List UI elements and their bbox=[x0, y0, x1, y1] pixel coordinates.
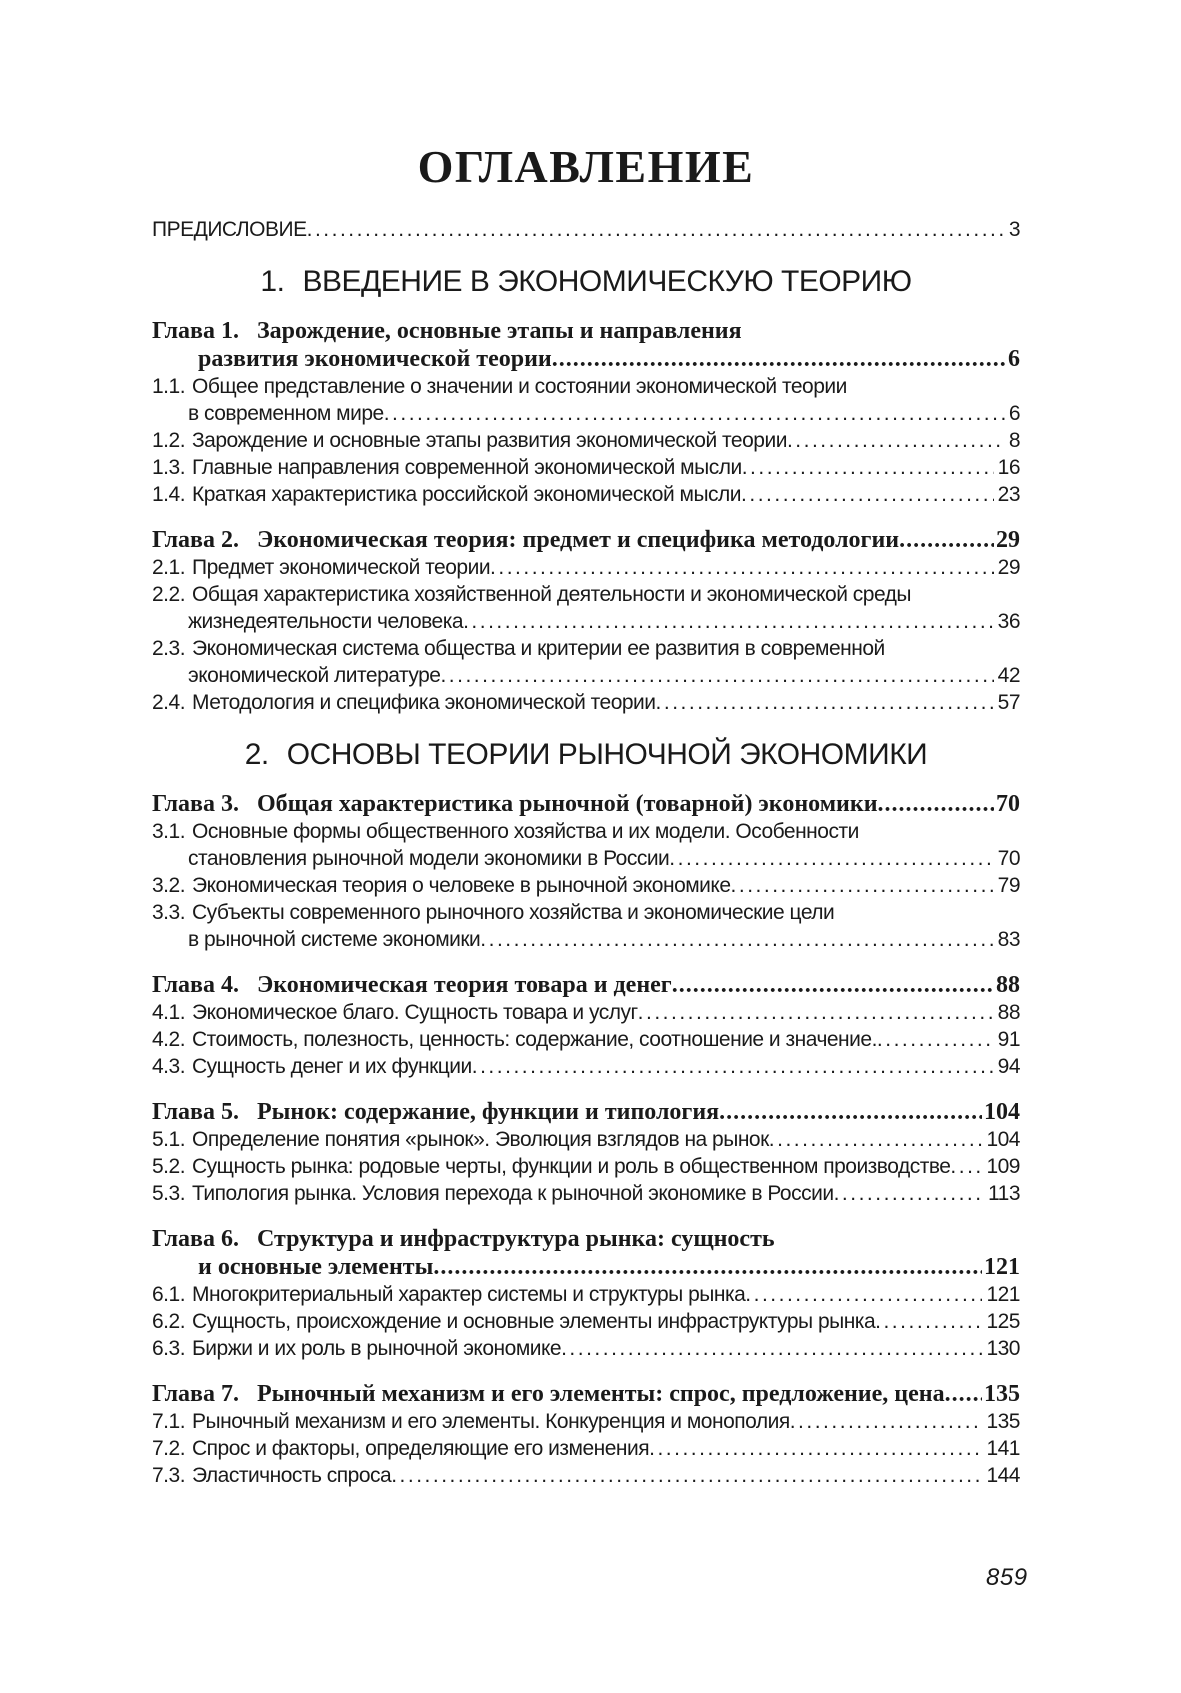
dot-leader bbox=[790, 1408, 983, 1435]
subsection-number: 2.1. bbox=[152, 556, 186, 579]
chapter-line bbox=[152, 1380, 1020, 1408]
subsection-title: в современном мире bbox=[188, 402, 384, 425]
subsection-line bbox=[152, 373, 1020, 400]
subsection-page: 6 bbox=[1008, 402, 1020, 425]
section-number: 1. bbox=[260, 265, 285, 298]
subsection-entry bbox=[152, 635, 1020, 689]
subsection-entry bbox=[152, 1126, 1020, 1153]
chapter-label: Глава 3. bbox=[152, 791, 239, 817]
subsection-number: 4.2. bbox=[152, 1028, 186, 1051]
subsection-number: 4.3. bbox=[152, 1055, 186, 1078]
subsection-line bbox=[152, 899, 1020, 926]
subsection-entry bbox=[152, 1281, 1020, 1308]
subsection-line bbox=[152, 1281, 1020, 1308]
dot-leader bbox=[472, 1053, 994, 1080]
subsection-entry bbox=[152, 1053, 1020, 1080]
dot-leader bbox=[391, 1462, 982, 1489]
section-number: 2. bbox=[244, 738, 269, 771]
subsection-entry bbox=[152, 581, 1020, 635]
subsection-title: Биржи и их роль в рыночной экономике bbox=[192, 1337, 562, 1360]
subsection-title: Экономическая теория о человеке в рыночной экономике bbox=[192, 874, 731, 897]
subsection-line bbox=[152, 1180, 1020, 1207]
subsection-page: 83 bbox=[997, 928, 1020, 951]
page-title: ОГЛАВЛЕНИЕ bbox=[417, 141, 755, 192]
subsection-title: в рыночной системе экономики bbox=[188, 928, 481, 951]
chapter-label: Глава 7. bbox=[152, 1381, 239, 1407]
subsection-line bbox=[152, 999, 1020, 1026]
subsection-number: 1.1. bbox=[152, 375, 186, 398]
subsection-entry bbox=[152, 1435, 1020, 1462]
chapter-page: 6 bbox=[1008, 346, 1020, 372]
section-title: ОСНОВЫ ТЕОРИИ РЫНОЧНОЙ ЭКОНОМИКИ bbox=[286, 738, 928, 771]
chapter-title: Рынок: содержание, функции и типология bbox=[257, 1099, 720, 1125]
subsection-page: 23 bbox=[997, 483, 1020, 506]
chapter-line bbox=[152, 971, 1020, 999]
subsection-page: 144 bbox=[986, 1464, 1020, 1487]
subsection-title: Предмет экономической теории bbox=[192, 556, 491, 579]
subsection-entry bbox=[152, 1308, 1020, 1335]
chapter-title: Экономическая теория: предмет и специфика методологии bbox=[257, 527, 900, 553]
subsection-number: 5.1. bbox=[152, 1128, 186, 1151]
subsection-title: Типология рынка. Условия перехода к рыночной экономике в России bbox=[192, 1182, 834, 1205]
subsection-number: 2.2. bbox=[152, 583, 186, 606]
subsection-title: жизнедеятельности человека bbox=[188, 610, 464, 633]
subsection-page: 88 bbox=[997, 1001, 1020, 1024]
subsection-number: 1.3. bbox=[152, 456, 186, 479]
section-title: ВВЕДЕНИЕ В ЭКОНОМИЧЕСКУЮ ТЕОРИЮ bbox=[302, 265, 912, 298]
dot-leader bbox=[769, 1126, 983, 1153]
subsection-page: 135 bbox=[986, 1410, 1020, 1433]
chapter-title: Зарождение, основные этапы и направления bbox=[257, 318, 742, 344]
subsection-number: 3.2. bbox=[152, 874, 186, 897]
subsection-line bbox=[152, 1126, 1020, 1153]
subsection-line bbox=[152, 845, 1020, 872]
subsection-entry bbox=[152, 1335, 1020, 1362]
subsection-page: 8 bbox=[1008, 429, 1020, 452]
subsection-title: Главные направления современной экономической мысли bbox=[192, 456, 742, 479]
subsection-title: Многокритериальный характер системы и структуры рынка bbox=[192, 1283, 746, 1306]
subsection-page: 36 bbox=[997, 610, 1020, 633]
subsection-line bbox=[152, 1408, 1020, 1435]
subsection-line bbox=[152, 818, 1020, 845]
dot-leader bbox=[745, 1281, 982, 1308]
subsection-number: 2.3. bbox=[152, 637, 186, 660]
subsection-number: 5.3. bbox=[152, 1182, 186, 1205]
subsection-page: 70 bbox=[997, 847, 1020, 870]
subsection-title: Общая характеристика хозяйственной деятельности и экономической среды bbox=[192, 583, 912, 606]
chapter-title: Экономическая теория товара и денег bbox=[257, 972, 672, 998]
dot-leader bbox=[950, 1153, 982, 1180]
chapter-line bbox=[152, 1098, 1020, 1126]
chapter-page: 121 bbox=[984, 1254, 1020, 1280]
subsection-title: Общее представление о значении и состоянии экономической теории bbox=[192, 375, 847, 398]
dot-leader bbox=[877, 1026, 994, 1053]
dot-leader bbox=[463, 608, 994, 635]
subsection-line bbox=[152, 1026, 1020, 1053]
chapter-label: Глава 5. bbox=[152, 1099, 239, 1125]
subsection-title: Основные формы общественного хозяйства и их модели. Особенности bbox=[192, 820, 859, 843]
chapter-page: 70 bbox=[996, 791, 1020, 817]
subsection-title: Рыночный механизм и его элементы. Конкуренция и монополия bbox=[192, 1410, 790, 1433]
chapter-label: Глава 1. bbox=[152, 318, 239, 344]
subsection-line bbox=[152, 872, 1020, 899]
subsection-number: 1.2. bbox=[152, 429, 186, 452]
dot-leader bbox=[878, 790, 994, 818]
chapter-title: Рыночный механизм и его элементы: спрос, предложение, цена bbox=[257, 1381, 945, 1407]
subsection-title: Спрос и факторы, определяющие его изменения bbox=[192, 1437, 650, 1460]
dot-leader bbox=[552, 345, 1006, 373]
chapter-page: 135 bbox=[984, 1381, 1020, 1407]
chapter-title: Общая характеристика рыночной (товарной) экономики bbox=[257, 791, 878, 817]
subsection-entry bbox=[152, 373, 1020, 427]
chapter-line bbox=[152, 317, 1020, 345]
chapter-line bbox=[152, 1225, 1020, 1253]
preface-page: 3 bbox=[1008, 218, 1020, 241]
chapter-line bbox=[152, 345, 1020, 373]
page-number: 859 bbox=[986, 1564, 1028, 1591]
subsection-number: 1.4. bbox=[152, 483, 186, 506]
chapter-title: и основные элементы bbox=[198, 1254, 434, 1280]
subsection-title: Сущность, происхождение и основные элементы инфраструктуры рынка bbox=[192, 1310, 876, 1333]
dot-leader bbox=[672, 971, 994, 999]
chapter-label: Глава 4. bbox=[152, 972, 239, 998]
dot-leader bbox=[384, 400, 1005, 427]
subsection-entry bbox=[152, 1026, 1020, 1053]
subsection-entry bbox=[152, 1462, 1020, 1489]
chapter-title: развития экономической теории bbox=[198, 346, 552, 372]
preface-entry bbox=[152, 216, 1020, 243]
subsection-page: 16 bbox=[997, 456, 1020, 479]
subsection-number: 6.1. bbox=[152, 1283, 186, 1306]
subsection-page: 113 bbox=[988, 1182, 1020, 1205]
dot-leader bbox=[834, 1180, 984, 1207]
subsection-title: экономической литературе bbox=[188, 664, 441, 687]
subsection-entry bbox=[152, 999, 1020, 1026]
subsection-title: Сущность денег и их функции bbox=[192, 1055, 472, 1078]
subsection-entry bbox=[152, 1180, 1020, 1207]
dot-leader bbox=[669, 845, 993, 872]
chapter-line bbox=[152, 790, 1020, 818]
subsection-line bbox=[152, 400, 1020, 427]
subsection-line bbox=[152, 1435, 1020, 1462]
subsection-line bbox=[152, 554, 1020, 581]
section-heading bbox=[152, 738, 1020, 772]
subsection-line bbox=[152, 1335, 1020, 1362]
subsection-title: Эластичность спроса bbox=[192, 1464, 392, 1487]
subsection-line bbox=[152, 1053, 1020, 1080]
subsection-entry bbox=[152, 454, 1020, 481]
subsection-number: 6.3. bbox=[152, 1337, 186, 1360]
subsection-line bbox=[152, 926, 1020, 953]
subsection-page: 125 bbox=[986, 1310, 1020, 1333]
subsection-number: 4.1. bbox=[152, 1001, 186, 1024]
subsection-title: Экономическое благо. Сущность товара и услуг bbox=[192, 1001, 638, 1024]
subsection-entry bbox=[152, 554, 1020, 581]
chapter-entry bbox=[152, 1380, 1020, 1489]
dot-leader bbox=[741, 481, 994, 508]
subsection-number: 6.2. bbox=[152, 1310, 186, 1333]
subsection-page: 104 bbox=[986, 1128, 1020, 1151]
subsection-line bbox=[152, 608, 1020, 635]
subsection-title: Сущность рынка: родовые черты, функции и роль в общественном производстве bbox=[192, 1155, 951, 1178]
subsection-number: 3.3. bbox=[152, 901, 186, 924]
section-heading bbox=[152, 265, 1020, 299]
subsection-page: 109 bbox=[986, 1155, 1020, 1178]
dot-leader bbox=[899, 526, 994, 554]
subsection-line bbox=[152, 1462, 1020, 1489]
subsection-entry bbox=[152, 481, 1020, 508]
subsection-line bbox=[152, 1308, 1020, 1335]
chapter-entry bbox=[152, 317, 1020, 508]
chapter-line bbox=[152, 1253, 1020, 1281]
subsection-title: Стоимость, полезность, ценность: содержание, соотношение и значение. bbox=[192, 1028, 877, 1051]
subsection-title: Субъекты современного рыночного хозяйства и экономические цели bbox=[192, 901, 835, 924]
subsection-line bbox=[152, 662, 1020, 689]
dot-leader bbox=[742, 454, 994, 481]
subsection-entry bbox=[152, 427, 1020, 454]
subsection-number: 2.4. bbox=[152, 691, 186, 714]
subsection-entry bbox=[152, 872, 1020, 899]
chapter-entry bbox=[152, 1225, 1020, 1362]
subsection-number: 7.3. bbox=[152, 1464, 186, 1487]
toc-content bbox=[152, 0, 1020, 1496]
subsection-page: 42 bbox=[997, 664, 1020, 687]
chapter-entry bbox=[152, 526, 1020, 716]
preface-label: ПРЕДИСЛОВИЕ bbox=[152, 218, 307, 241]
subsection-page: 121 bbox=[986, 1283, 1020, 1306]
chapter-entry bbox=[152, 971, 1020, 1080]
subsection-page: 91 bbox=[997, 1028, 1020, 1051]
dot-leader bbox=[787, 427, 1005, 454]
subsection-page: 79 bbox=[997, 874, 1020, 897]
dot-leader bbox=[480, 926, 993, 953]
dot-leader bbox=[875, 1308, 982, 1335]
subsection-page: 130 bbox=[986, 1337, 1020, 1360]
dot-leader bbox=[719, 1098, 982, 1126]
subsection-entry bbox=[152, 1408, 1020, 1435]
subsection-page: 94 bbox=[997, 1055, 1020, 1078]
dot-leader bbox=[731, 872, 994, 899]
dot-leader bbox=[307, 216, 1005, 243]
subsection-number: 7.1. bbox=[152, 1410, 186, 1433]
dot-leader bbox=[649, 1435, 982, 1462]
dot-leader bbox=[945, 1380, 982, 1408]
subsection-title: Зарождение и основные этапы развития экономической теории bbox=[192, 429, 787, 452]
dot-leader bbox=[561, 1335, 982, 1362]
chapter-line bbox=[152, 526, 1020, 554]
dot-leader bbox=[433, 1253, 982, 1281]
subsection-line bbox=[152, 1153, 1020, 1180]
subsection-title: становления рыночной модели экономики в России bbox=[188, 847, 670, 870]
chapter-entry bbox=[152, 1098, 1020, 1207]
subsection-line bbox=[152, 689, 1020, 716]
chapter-label: Глава 2. bbox=[152, 527, 239, 553]
subsection-title: Определение понятия «рынок». Эволюция взглядов на рынок bbox=[192, 1128, 769, 1151]
subsection-line bbox=[152, 427, 1020, 454]
toc-entries bbox=[152, 265, 1020, 1489]
subsection-number: 3.1. bbox=[152, 820, 186, 843]
subsection-entry bbox=[152, 818, 1020, 872]
subsection-line bbox=[152, 481, 1020, 508]
subsection-line bbox=[152, 454, 1020, 481]
subsection-title: Методология и специфика экономической теории bbox=[192, 691, 656, 714]
subsection-page: 57 bbox=[997, 691, 1020, 714]
chapter-entry bbox=[152, 790, 1020, 953]
subsection-page: 141 bbox=[986, 1437, 1020, 1460]
subsection-entry bbox=[152, 899, 1020, 953]
dot-leader bbox=[656, 689, 994, 716]
subsection-number: 7.2. bbox=[152, 1437, 186, 1460]
subsection-entry bbox=[152, 1153, 1020, 1180]
chapter-page: 88 bbox=[996, 972, 1020, 998]
chapter-title: Структура и инфраструктура рынка: сущность bbox=[257, 1226, 775, 1252]
chapter-page: 104 bbox=[984, 1099, 1020, 1125]
chapter-label: Глава 6. bbox=[152, 1226, 239, 1252]
subsection-page: 29 bbox=[997, 556, 1020, 579]
subsection-number: 5.2. bbox=[152, 1155, 186, 1178]
subsection-line bbox=[152, 635, 1020, 662]
subsection-entry bbox=[152, 689, 1020, 716]
dot-leader bbox=[638, 999, 994, 1026]
subsection-title: Экономическая система общества и критерии ее развития в современной bbox=[192, 637, 885, 660]
subsection-line bbox=[152, 581, 1020, 608]
dot-leader bbox=[440, 662, 993, 689]
subsection-title: Краткая характеристика российской экономической мысли bbox=[192, 483, 742, 506]
dot-leader bbox=[490, 554, 994, 581]
chapter-page: 29 bbox=[996, 527, 1020, 553]
